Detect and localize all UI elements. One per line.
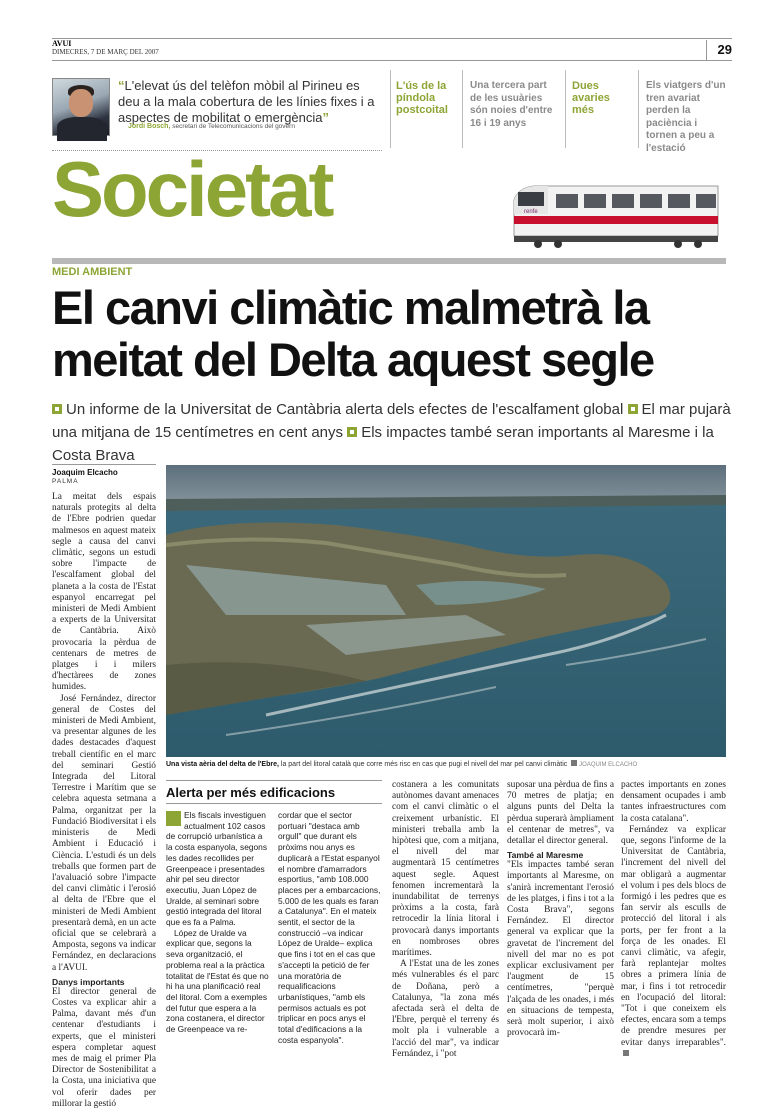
box-paragraph-text: Els fiscals investiguen actualment 102 casos de corrupció urbanística a la costa espanyola, segons les dades recollides per Greenpeace i presentades ahir pel seu director executiu, Juan López de Uralde, al seminari sobre gestió integrada del litoral que es fa a Palma. xyxy=(166,810,268,928)
paragraph xyxy=(621,825,726,1060)
caption-text: la part del litoral català que corre més risc en cas que pugi el nivell del mar pel canvi climàtic xyxy=(280,761,568,768)
article-subheads xyxy=(52,398,732,467)
teaser-divider xyxy=(565,70,566,148)
article-headline: El canvi climàtic malmetrà la meitat del Delta aquest segle xyxy=(52,281,654,386)
article-kicker: MEDI AMBIENT xyxy=(52,266,133,278)
teaser-postcoital[interactable]: L'ús de la píndola postcoital xyxy=(396,80,448,116)
box-column-1 xyxy=(166,810,270,1035)
article-column-3 xyxy=(392,780,499,1060)
caption-square-icon xyxy=(571,760,577,766)
quote-open-mark: “ xyxy=(118,78,125,93)
paragraph-text: Fernández va explicar que, segons l'informe de la Universitat de Cantàbria, l'increment del nivell del mar obligarà a augmentar el volum i pes dels blocs de formigó i les pedres que es fan servir als esculls de protecció del litoral i als ports, per fer front a la força de les onades. El canvi climàtic, va afegir, farà replantejar moltes obres a primera línia de mar, i fins i tot retrocedir en l'ocupació del litoral: "Tot i que coneixem els efectes, encara som a temps de prendre mesures per evitar danys irreparables". xyxy=(621,824,726,1048)
byline-rule xyxy=(52,464,156,465)
subhead-1: Un informe de la Universitat de Cantàbria alerta dels efectes de l'escalfament global xyxy=(66,401,624,418)
byline-place: PALMA xyxy=(52,478,79,485)
quote-text: L'elevat ús del telèfon mòbil al Pirineu es deu a la mala cobertura de les línies fixes i a aspectes de mobilitat o emergència xyxy=(118,78,375,125)
paragraph: "Els impactes també seran importants al Maresme, on s'anirà incrementant l'erosió de les platges, i fins i tot a la Costa Brava", segons Fernández. El director general va explicar que la gravetat de l'increment del nivell del mar no es pot explicar exclusivament per l'augment de 15 centímetres, "perquè l'alçada de les onades, i més en situacions de tempesta, serà molt superior, i això provocarà im- xyxy=(507,860,615,1039)
box-paragraph: López de Uralde va explicar que, segons la seva organització, el problema real a la pràctica totalitat de l'Estat és que no hi ha una planificació real del litoral. Com a exemples del futur que espera a la zona costanera, el director de Greenpeace va re- xyxy=(166,927,269,1035)
article-column-1 xyxy=(52,492,156,1110)
masthead xyxy=(52,40,159,56)
page-number: 29 xyxy=(706,40,732,60)
delta-aerial-photo xyxy=(166,465,726,757)
teaser-usuaries[interactable]: Una tercera part de les usuàries són noies d'entre 16 i 19 anys xyxy=(470,80,553,129)
bullet-icon xyxy=(347,427,357,437)
train-illustration xyxy=(508,180,724,250)
paragraph: suposar una pèrdua de fins a 70 metres de platja; en alguns punts del Delta la pèrdua superarà àmpliament el centenar de metres", va detallar el director general. xyxy=(507,780,614,847)
issue-date: DIMECRES, 7 DE MARÇ DEL 2007 xyxy=(52,48,159,56)
paragraph: José Fernández, director general de Costes del ministeri de Medi Ambient, va presentar algunes de les dades destacades d'aquest treball científic en el marc del seminari Gestió Integrada del Litoral Terrestre i Marítim que se celebra aquesta setmana a Palma, organitzat per la Fundació Biodiversitat i els ministeris de Medi Ambient i Educació i Ciència. L'estudi és un dels treballs que formen part de l'avaluació sobre l'impacte del canvi climàtic i l'erosió al delta de l'Ebre que el ministeri de Medi Ambient presentarà demà, en un acte oficial que se celebrarà a Amposta, segons va indicar Fernández, en declaracions a l'AVUI. xyxy=(52,693,156,973)
subhead-2: El mar pujarà una mitjana de 15 centímetres en cent anys xyxy=(52,401,731,441)
teaser-divider xyxy=(390,70,391,148)
masthead-rule xyxy=(52,60,732,61)
subheading: Danys importants xyxy=(52,976,125,987)
teaser-divider xyxy=(462,70,463,148)
paper-name: AVUI xyxy=(52,39,72,48)
quote-author-role: secretari de Telecomunicacions del govern xyxy=(172,123,295,130)
article-column-5 xyxy=(621,780,726,1060)
byline-author: Joaquim Elcacho xyxy=(52,468,118,477)
bullet-icon xyxy=(628,404,638,414)
teaser-avaries[interactable]: Dues avaries més xyxy=(572,80,610,116)
teaser-viatgers[interactable]: Els viatgers d'un tren avariat perden la paciència i tornen a peu a l'estació xyxy=(646,80,726,154)
box-title: Alerta per més edificacions xyxy=(166,785,336,800)
top-rule xyxy=(52,38,732,39)
teaser-divider xyxy=(638,70,639,148)
box-column-2 xyxy=(278,810,382,1045)
paragraph: El director general de Costes va explicar ahir a Palma, davant més d'un centenar d'estudiants i experts, que el ministeri espera completar aquest mes de maig el primer Pla Director de Sostenibilitat a la Costa, una iniciativa que vol oferir dades per millorar la gestió xyxy=(52,986,156,1109)
quote-author-name: Jordi Bosch, xyxy=(128,123,171,130)
paragraph: A l'Estat una de les zones més vulnerables és el parc de Doñana, però a Catalunya, "la zona més afectada serà el delta de l'Ebre, perquè el terreny és molt pla i vulnerable a l'acció del mar", va indicar Fernández, i "pot xyxy=(392,959,499,1059)
quote-attribution xyxy=(128,123,388,130)
box-square-icon xyxy=(166,811,181,826)
box-paragraph xyxy=(166,810,270,928)
box-top-rule xyxy=(166,780,382,781)
photo-caption xyxy=(166,760,726,768)
paragraph: pactes importants en zones densament ocupades i amb tantes infraestructures com la costa catalana". xyxy=(621,780,726,824)
bullet-icon xyxy=(52,404,62,414)
paragraph: La meitat dels espais naturals protegits al delta de l'Ebre podrien quedar malmesos en aquest mateix segle a causa del canvi climàtic, segons un estudi sobre l'impacte de l'escalfament global del planeta a la costa de l'Estat espanyol encarregat pel ministeri de Medi Ambient a experts de la Universitat de Cantàbria. Això provocaria la pèrdua de centenars de metres de platges i i milers d'hectàrees de zones humides. xyxy=(52,492,156,693)
caption-lead: Una vista aèria del delta de l'Ebre, xyxy=(166,761,279,768)
end-square-icon xyxy=(623,1050,629,1056)
section-title: Societat xyxy=(52,145,332,233)
photo-credit: JOAQUIM ELCACHO xyxy=(579,762,638,768)
section-bar xyxy=(52,258,726,264)
renfe-logo: renfe xyxy=(524,209,538,215)
box-title-rule xyxy=(166,803,382,804)
author-portrait xyxy=(52,78,110,136)
quote-close-mark: ” xyxy=(322,110,330,125)
box-paragraph: cordar que el sector portuari "destaca amb orgull" que durant els pròxims nou anys es duplicarà a l'Estat espanyol el nombre d'amarradors esportius, "amb 108.000 places per a embarcacions, 5.000 de les quals es faran a Catalunya". En el mateix sentit, el sector de la construcció –va indicar López de Uralde– explica que fins i tot en el cas que s'accepti la petició de fer una moratòria de requalificacions urbanístiques, "amb els permisos actuals es pot triplicar en pocs anys el total d'edificacions a la costa espanyola". xyxy=(278,810,381,1045)
paragraph: costanera a les comunitats autònomes davant amenaces com el canvi climàtic o el creixement urbanístic. El ministeri treballa amb la hipòtesi que, com a mitjana, el nivell del mar augmentarà 15 centímetres aquest segle. Aquest fenomen incrementarà la inundabilitat de terrenys pròxims a la costa, farà retrocedir la línia litoral i provocarà danys importants en nombroses obres marítimes. xyxy=(392,780,499,959)
subheading: També al Maresme xyxy=(507,850,584,861)
pull-quote xyxy=(118,78,380,126)
article-column-4 xyxy=(507,780,614,1039)
subhead-3: Els impactes també seran importants al Maresme i la Costa Brava xyxy=(52,424,714,464)
